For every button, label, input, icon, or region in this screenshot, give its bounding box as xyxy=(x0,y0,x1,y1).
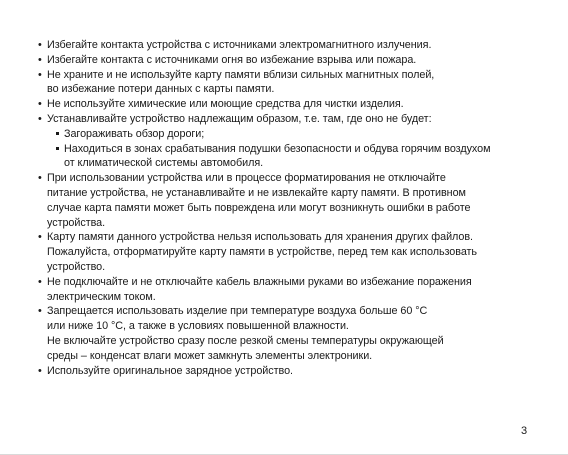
list-item xyxy=(38,230,550,274)
list-item-text: Запрещается использовать изделие при температуре воздуха больше 60 °C xyxy=(47,305,428,318)
list-item-text: Не используйте химические или моющие средства для чистки изделия. xyxy=(47,98,404,111)
list-item xyxy=(38,53,550,68)
safety-instructions-list xyxy=(38,38,550,378)
list-item-text: Пожалуйста, отформатируйте карту памяти в устройстве, перед тем как использовать xyxy=(47,246,478,259)
list-item-text: случае карта памяти может быть повреждена или могут возникнуть ошибки в работе xyxy=(47,201,471,214)
list-item-text: Избегайте контакта устройства с источниками электромагнитного излучения. xyxy=(47,39,432,51)
bullet: • xyxy=(38,231,42,244)
bullet: • xyxy=(38,112,42,125)
list-item-text: Не храните и не используйте карту памяти вблизи сильных магнитных полей, xyxy=(47,68,435,81)
list-item xyxy=(38,97,550,112)
list-item-text: Устанавливайте устройство надлежащим образом, т.е. там, где оно не будет: xyxy=(47,112,432,125)
list-item-text: Карту памяти данного устройства нельзя использовать для хранения других файлов. xyxy=(47,231,474,244)
sub-list-item xyxy=(47,127,550,142)
list-item xyxy=(38,364,550,379)
bullet: • xyxy=(38,39,42,51)
sub-list-item-text: Находиться в зонах срабатывания подушки безопасности и обдува горячим воздухом xyxy=(64,142,491,155)
list-item-text: Используйте оригинальное зарядное устройство. xyxy=(47,364,293,377)
list-item-text: Не подключайте и не отключайте кабель влажными руками во избежание поражения xyxy=(47,275,472,288)
list-item-text: устройство. xyxy=(47,260,106,273)
list-item-text: среды – конденсат влаги может замкнуть элементы электроники. xyxy=(47,349,373,362)
bullet: • xyxy=(38,275,42,288)
bullet: • xyxy=(38,172,42,185)
list-item-text: или ниже 10 °C, а также в условиях повышенной влажности. xyxy=(47,320,349,333)
bullet: • xyxy=(38,68,42,81)
list-item xyxy=(38,275,550,305)
bullet: • xyxy=(38,305,42,318)
list-item-text: во избежание потери данных с карты памяти. xyxy=(47,83,275,96)
list-item xyxy=(38,38,550,53)
list-item-text: электрическим током. xyxy=(47,290,156,303)
page-number: 3 xyxy=(521,425,528,437)
sub-list-item-text: Загораживать обзор дороги; xyxy=(64,127,205,140)
sub-list-item-text: от климатической системы автомобиля. xyxy=(64,157,264,170)
list-item xyxy=(38,68,550,98)
list-item xyxy=(38,112,550,171)
list-item-text: При использовании устройства или в процессе форматирования не отключайте xyxy=(47,172,446,185)
list-item xyxy=(38,171,550,230)
list-item xyxy=(38,304,550,363)
list-item-text: Избегайте контакта с источниками огня во избежание взрыва или пожара. xyxy=(47,53,417,66)
square-bullet-icon xyxy=(56,132,59,135)
square-bullet-icon xyxy=(56,147,59,150)
bullet: • xyxy=(38,53,42,66)
bullet: • xyxy=(38,364,42,377)
bullet: • xyxy=(38,98,42,111)
list-item-text: питание устройства, не устанавливайте и не извлекайте карту памяти. В противном xyxy=(47,186,466,199)
list-item-text: устройства. xyxy=(47,216,106,229)
list-item-text: Не включайте устройство сразу после резкой смены температуры окружающей xyxy=(47,334,444,347)
sub-list-item xyxy=(47,142,550,172)
